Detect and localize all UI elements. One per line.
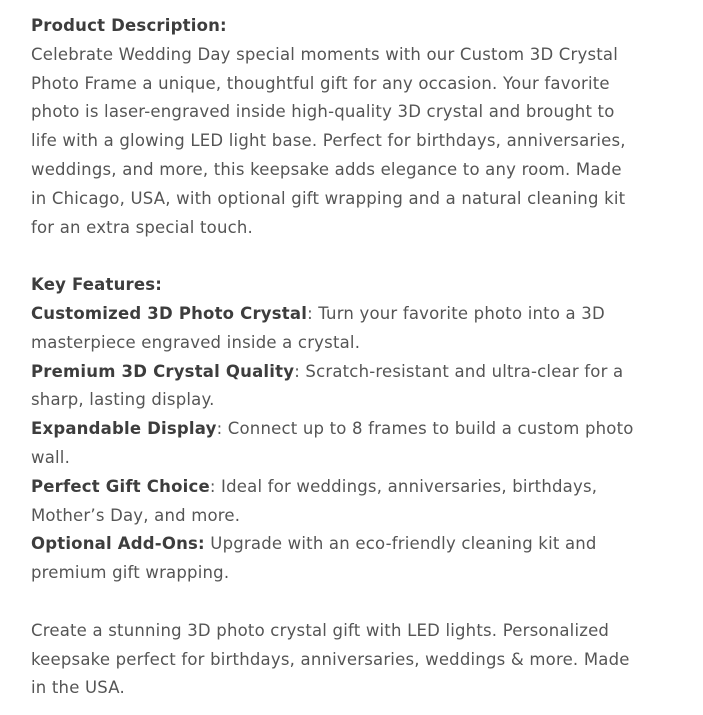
section-spacer xyxy=(31,588,641,617)
feature-name: Expandable Display xyxy=(31,419,217,439)
feature-item xyxy=(31,300,641,358)
product-description-heading: Product Description: xyxy=(31,16,227,35)
feature-name: Optional Add-Ons: xyxy=(31,534,205,554)
feature-name: Premium 3D Crystal Quality xyxy=(31,361,295,381)
feature-item xyxy=(31,530,641,588)
feature-item xyxy=(31,473,641,531)
section-spacer xyxy=(31,242,641,271)
feature-item xyxy=(31,358,641,416)
closing-paragraph: Create a stunning 3D photo crystal gift with LED lights. Personalized keepsake perfect for birthdays, anniversaries, weddings & more. Made in the USA. xyxy=(31,620,630,698)
feature-text: : Scratch-resistant and ultra-clear for a sharp, lasting display. xyxy=(31,361,624,410)
product-description-body: Celebrate Wedding Day special moments with our Custom 3D Crystal Photo Frame a unique, thoughtful gift for any occasion. Your favorite photo is laser-engraved inside high-quality 3D crystal and brought to life with a glowing LED light base. Perfect for birthdays, anniversaries, weddings, and more, this keepsake adds elegance to any room. Made in Chicago, USA, with optional gift wrapping and a natural cleaning kit for an extra special touch. xyxy=(31,44,626,237)
feature-item xyxy=(31,415,641,473)
feature-text: : Connect up to 8 frames to build a custom photo wall. xyxy=(31,419,634,467)
feature-text: : Turn your favorite photo into a 3D masterpiece engraved inside a crystal. xyxy=(31,303,605,352)
feature-text: Upgrade with an eco-friendly cleaning kit and premium gift wrapping. xyxy=(31,534,597,583)
feature-name: Perfect Gift Choice xyxy=(31,476,210,496)
product-description-section xyxy=(31,12,641,703)
key-features-heading: Key Features: xyxy=(31,275,163,295)
feature-text: : Ideal for weddings, anniversaries, birthdays, Mother’s Day, and more. xyxy=(31,476,598,525)
feature-name: Customized 3D Photo Crystal xyxy=(31,303,308,323)
